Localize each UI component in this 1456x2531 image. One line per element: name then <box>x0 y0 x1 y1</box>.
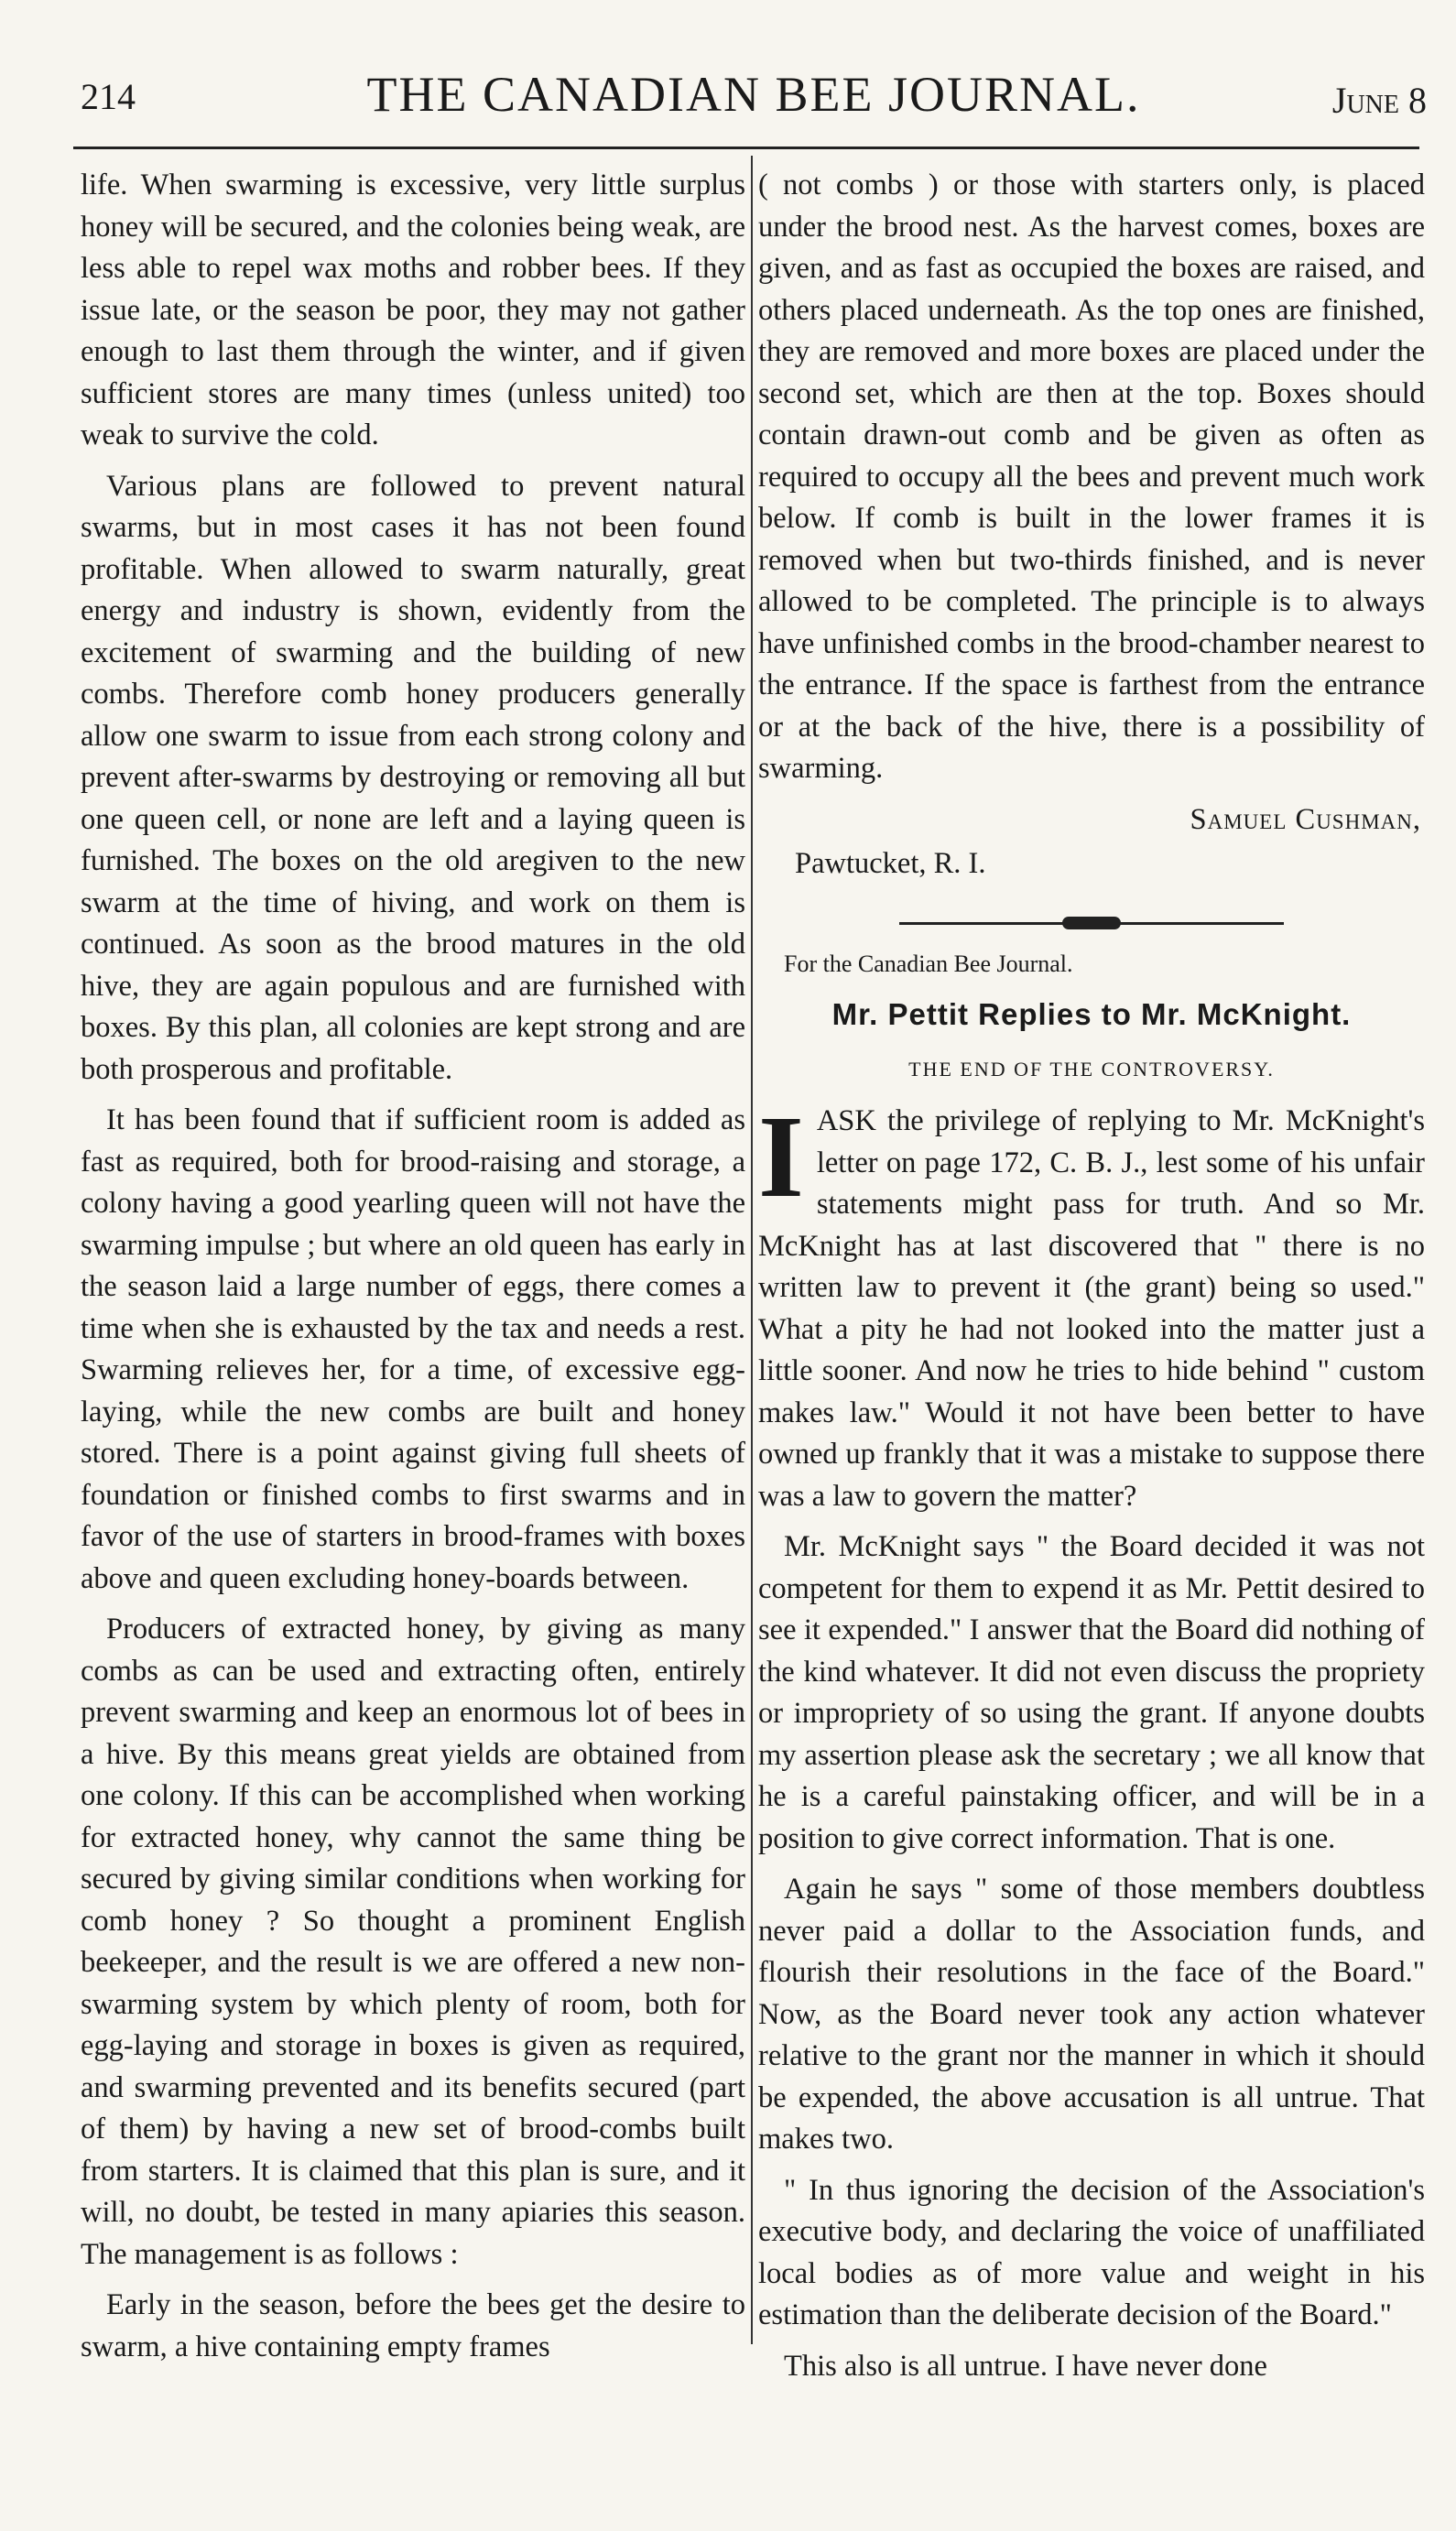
article-kicker: For the Canadian Bee Journal. <box>784 950 1073 977</box>
paragraph: Producers of extracted honey, by giving as many combs as can be used and extracting often, entirely prevent swarming and keep an enormous lot of bees in a hive. By this means great yields are obtained from one colony. If this can be accomplished when working for extracted honey, why cannot the same thing be secured by giving similar conditions when working for comb honey ? So thought a prominent English beekeeper, and the result is we are offered a new non-swarming system by which plenty of room, both for egg-laying and storage in boxes is given as required, and swarming prevented and its benefits secured (part of them) by having a new set of brood-combs built from starters. It is claimed that this plan is sure, and it will, no doubt, be tested in many apiaries this season. The management is as follows : <box>81 1613 745 2271</box>
paragraph: life. When swarming is excessive, very little surplus honey will be secured, and the colonies being weak, are less able to repel wax moths and robber bees. If they issue late, or the season be poor, they may not gather enough to last them through the winter, and if given sufficient stores are many times (unless united) too weak to survive the cold. <box>81 168 745 451</box>
article-subtitle: THE END OF THE CONTROVERSY. <box>908 1057 1275 1081</box>
paragraph: Again he says " some of those members doubtless never paid a dollar to the Association funds, and flourish their resolutions in the face of the Board." Now, as the Board never took any action whatever relative to the grant nor the manner in which it should be expended, the above accusation is all untrue. That makes two. <box>758 1873 1425 2156</box>
issue-date: June 8 <box>1331 80 1427 121</box>
paragraph <box>758 1092 1425 1517</box>
page-number: 214 <box>81 76 136 117</box>
right-column <box>758 165 1425 2381</box>
paragraph: " In thus ignoring the decision of the Association's executive body, and declaring the voice of unaffiliated local bodies as of more value and weight in his estimation than the deliberate decision of the Board." <box>758 2173 1425 2331</box>
ornament-knot <box>1062 917 1121 929</box>
author-location: Pawtucket, R. I. <box>795 846 986 880</box>
paragraph: Mr. McKnight says " the Board decided it was not competent for them to expend it as Mr. Pettit desired to see it expended." I answer that the Board did nothing of the kind whatever. It did not even discuss the propriety or impropriety of so using the grant. If anyone doubts my assertion please ask the secretary ; we all know that he is a careful painstaking officer, and will be in a position to give correct information. That is one. <box>758 1530 1425 1855</box>
drop-cap: I <box>758 1092 804 1222</box>
header-rule <box>73 147 1419 149</box>
paragraph: Various plans are followed to prevent natural swarms, but in most cases it has not been found profitable. When allowed to swarm naturally, great energy and industry is shown, evidently from the excitement of swarming and the building of new combs. Therefore comb honey producers generally allow one swarm to issue from each strong colony and prevent after-swarms by destroying or removing all but one queen cell, or none are left and a laying queen is furnished. The boxes on the old aregiven to the new swarm at the time of hiving, and work on them is continued. As soon as the brood matures in the old hive, they are again populous and are furnished with boxes. By this plan, all colonies are kept strong and are both prosperous and profitable. <box>81 469 745 1086</box>
signature-block <box>758 799 1425 891</box>
section-divider-ornament <box>899 922 1284 925</box>
article-title: Mr. Pettit Replies to Mr. McKnight. <box>831 997 1352 1031</box>
journal-title: THE CANADIAN BEE JOURNAL. <box>366 67 1141 122</box>
left-column <box>81 165 745 2381</box>
paragraph: This also is all untrue. I have never done <box>784 2349 1267 2381</box>
paragraph: It has been found that if sufficient room is added as fast as required, both for brood-raising and storage, a colony having a good yearling queen will not have the swarming impulse ; but where an old queen has early in the season laid a large number of eggs, there comes a time when she is exhausted by the tax and needs a rest. Swarming relieves her, for a time, of excessive egg-laying, while the new combs are built and honey stored. There is a point against giving full sheets of foundation or finished combs to first swarms and in favor of the use of starters in brood-frames with boxes above and queen excluding honey-boards between. <box>81 1103 745 1595</box>
author-name: Samuel Cushman, <box>1190 802 1421 836</box>
paragraph-text: ASK the privilege of replying to Mr. McKnight's letter on page 172, C. B. J., lest some of his unfair statements might pass for truth. And so Mr. McKnight has at last discovered that " there is no written law to prevent it (the grant) being so used." What a pity he had not looked into the matter just a little sooner. And now he tries to hide behind " custom makes law." Would it not have been better to have owned up frankly that it was a mistake to suppose there was a law to govern the matter? <box>758 1104 1425 1513</box>
page-header <box>81 66 1427 139</box>
paragraph: Early in the season, before the bees get the desire to swarm, a hive containing empty frames <box>81 2288 745 2363</box>
paragraph: ( not combs ) or those with starters only, is placed under the brood nest. As the harvest comes, boxes are given, and as fast as occupied the boxes are raised, and others placed underneath. As the top ones are finished, they are removed and more boxes are placed under the second set, which are then at the top. Boxes should contain drawn-out comb and be given as often as required to occupy all the bees and prevent much work below. If comb is built in the lower frames it is removed when but two-thirds finished, and is never allowed to be completed. The principle is to always have unfinished combs in the brood-chamber nearest to the entrance. If the space is farthest from the entrance or at the back of the hive, there is a possibility of swarming. <box>758 168 1425 785</box>
column-divider <box>751 156 753 2344</box>
